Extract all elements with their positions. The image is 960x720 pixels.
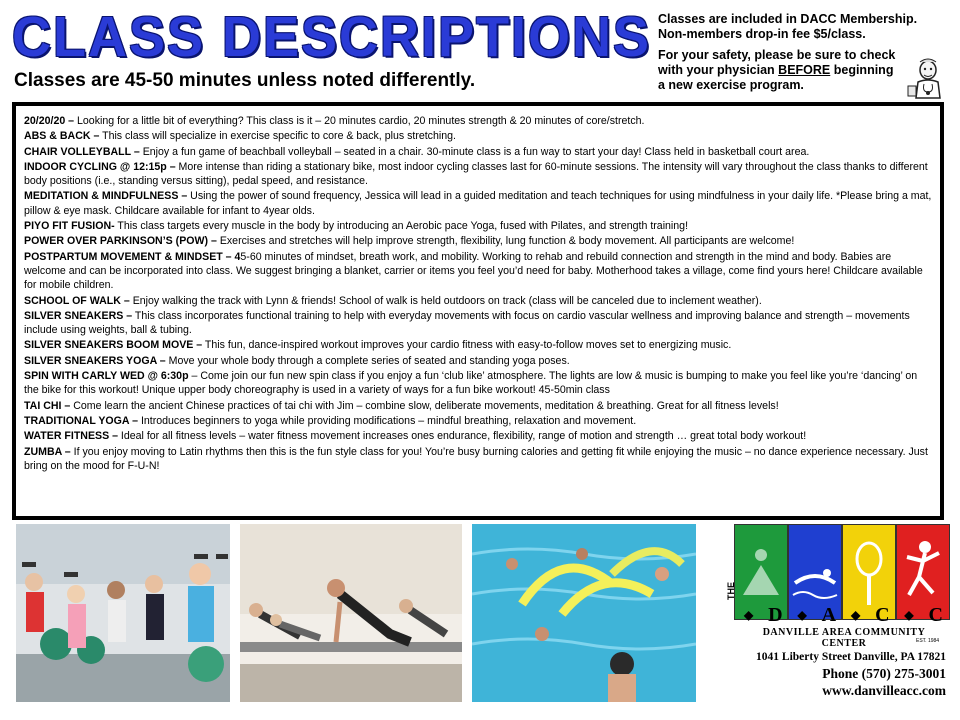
class-description: If you enjoy moving to Latin rhythms then this is the fun style class for you! You’re busy burning calories and getting fit while enjoying the music – no dance experience necessary. Just bring on the mood for F-U-N! xyxy=(24,445,928,472)
class-entry xyxy=(24,250,932,293)
class-name: CHAIR VOLLEYBALL – xyxy=(24,145,140,158)
class-description: Move your whole body through a complete series of seated and standing yoga poses. xyxy=(165,354,570,367)
dacc-logo xyxy=(726,524,946,649)
logo-letter: D xyxy=(768,603,784,626)
class-name: TRADITIONAL YOGA – xyxy=(24,414,138,427)
class-entry xyxy=(24,414,932,428)
class-description: Come learn the ancient Chinese practices of tai chi with Jim – combine slow, deliberate movements, meditation & breathing. Great for all fitness levels! xyxy=(70,399,779,412)
class-name: SILVER SNEAKERS BOOM MOVE – xyxy=(24,339,203,352)
class-name: SILVER SNEAKERS YOGA – xyxy=(24,354,166,367)
class-entry xyxy=(24,129,932,143)
class-name: POWER OVER PARKINSON’S (POW) – xyxy=(24,235,217,248)
class-description: Enjoy a fun game of beachball volleyball – seated in a chair. 30-minute class is a fun way to start your day! Class held in basketball court area. xyxy=(139,145,810,158)
dropin-fee-note: Non-members drop-in fee $5/class. xyxy=(658,27,866,41)
class-name: ZUMBA – xyxy=(24,445,71,458)
class-name: ABS & BACK – xyxy=(24,130,100,143)
safety-emphasis: BEFORE xyxy=(778,63,831,77)
class-entry xyxy=(24,399,932,413)
class-entry xyxy=(24,160,932,189)
class-description: Introduces beginners to yoga while providing modifications – mindful breathing, relaxation and movement. xyxy=(138,414,637,427)
page-subtitle: Classes are 45-50 minutes unless noted differently. xyxy=(14,70,476,91)
class-name: SPIN WITH CARLY WED @ 6:30p xyxy=(24,370,189,383)
class-description: Exercises and stretches will help improve strength, flexibility, lung function & body movement. All participants are welcome! xyxy=(216,235,795,248)
class-description: More intense than riding a stationary bike, most indoor cycling classes last for 60-minute sessions. The intensity will vary throughout the class thanks to different body positions (i.e., standing versus sitting), pedal speed, and resistance. xyxy=(24,160,928,188)
logo-center-name: DANVILLE AREA COMMUNITY CENTER xyxy=(762,627,926,649)
class-entry xyxy=(24,294,932,308)
class-name: MEDITATION & MINDFULNESS – xyxy=(24,190,188,203)
class-name: TAI CHI – xyxy=(24,399,71,412)
class-description: 5-60 minutes of mindset, breath work, and mobility. Working to rehab and rebuild connection and strength in the mind and body. Babies are welcome and can be incorporated into class. We suggest bringing a blanket, carrier or items you feel you’d need for baby. Motherhood takes a village, come find yours here! Childcare available for mobile children. xyxy=(24,250,923,292)
class-description: This class targets every muscle in the body by introducing an Aerobic pace Yoga, fused with Pilates, and strength training! xyxy=(114,220,689,233)
class-descriptions-box xyxy=(12,102,944,520)
class-entry xyxy=(24,369,932,398)
class-name: SILVER SNEAKERS – xyxy=(24,309,133,322)
photo-water-fitness xyxy=(472,524,696,702)
logo-letters: ◆ D ◆ A ◆ C ◆ C xyxy=(744,603,944,626)
class-entry xyxy=(24,189,932,218)
class-entry xyxy=(24,354,932,368)
class-entry xyxy=(24,309,932,338)
doctor-clipart-icon xyxy=(904,56,948,100)
class-name: PIYO FIT FUSION- xyxy=(24,220,115,233)
logo-established: EST. 1984 xyxy=(916,638,940,644)
class-description: – Come join our fun new spin class if you enjoy a fun ‘club like’ atmosphere. The lights are low & music is bumping to make you feel like you’re ‘dancing’ on the bike for this workout! Unique upper body choreography is used in a variety of ways for a fun bike workout! 45-50min class xyxy=(24,370,918,397)
class-description: This fun, dance-inspired workout improves your cardio fitness with easy-to-follow moves set to energizing music. xyxy=(202,339,732,352)
class-description: This class will specialize in exercise specific to core & back, plus stretching. xyxy=(99,130,456,143)
class-name: SCHOOL OF WALK – xyxy=(24,294,130,307)
membership-note: Classes are included in DACC Membership. xyxy=(658,12,918,26)
contact-info xyxy=(724,650,946,699)
class-entry xyxy=(24,429,932,443)
class-name: POSTPARTUM MOVEMENT & MINDSET – 4 xyxy=(24,250,241,263)
safety-note: For your safety, please be sure to check with your physician BEFORE beginning a new exercise program. xyxy=(658,48,896,92)
class-entry xyxy=(24,219,932,233)
phone-number: Phone (570) 275-3001 xyxy=(822,666,946,681)
class-name: 20/20/20 – xyxy=(24,115,75,127)
class-description: Looking for a little bit of everything? This class is it – 20 minutes cardio, 20 minutes strength & 20 minutes of core/stretch. xyxy=(74,115,645,127)
class-entry xyxy=(24,114,932,128)
class-entry xyxy=(24,145,932,159)
logo-letter: C xyxy=(928,603,944,626)
class-entry xyxy=(24,234,932,248)
class-description: Using the power of sound frequency, Jessica will lead in a guided meditation and teach techniques for using mindfulness in your daily life. *Please bring a mat, pillow & eye mask. Childcare available for infant to 4year olds. xyxy=(24,190,932,217)
logo-the: THE xyxy=(726,582,736,600)
class-description: Enjoy walking the track with Lynn & friends! School of walk is held outdoors on track (class will be canceled due to inclement weather). xyxy=(129,294,762,307)
logo-letter: A xyxy=(821,603,838,626)
address: 1041 Liberty Street Danville, PA 17821 xyxy=(756,651,946,663)
class-name: INDOOR CYCLING @ 12:15p – xyxy=(24,160,176,173)
logo-letter: C xyxy=(875,603,891,626)
photo-weights-class xyxy=(16,524,230,702)
class-description: This class incorporates functional training to help with everyday movements with focus on cardio vascular wellness and improving balance and strength – movements include using weights, ball & tubing. xyxy=(24,309,910,337)
class-name: WATER FITNESS – xyxy=(24,430,118,443)
class-description: Ideal for all fitness levels – water fitness movement increases ones endurance, flexibility, range of motion and strength … great total body workout! xyxy=(117,430,807,443)
page-title: CLASS DESCRIPTIONS xyxy=(12,5,652,69)
photo-yoga-class xyxy=(240,524,462,702)
class-entry xyxy=(24,445,932,474)
class-entry xyxy=(24,338,932,352)
website-link[interactable]: www.danvilleacc.com xyxy=(822,683,946,698)
